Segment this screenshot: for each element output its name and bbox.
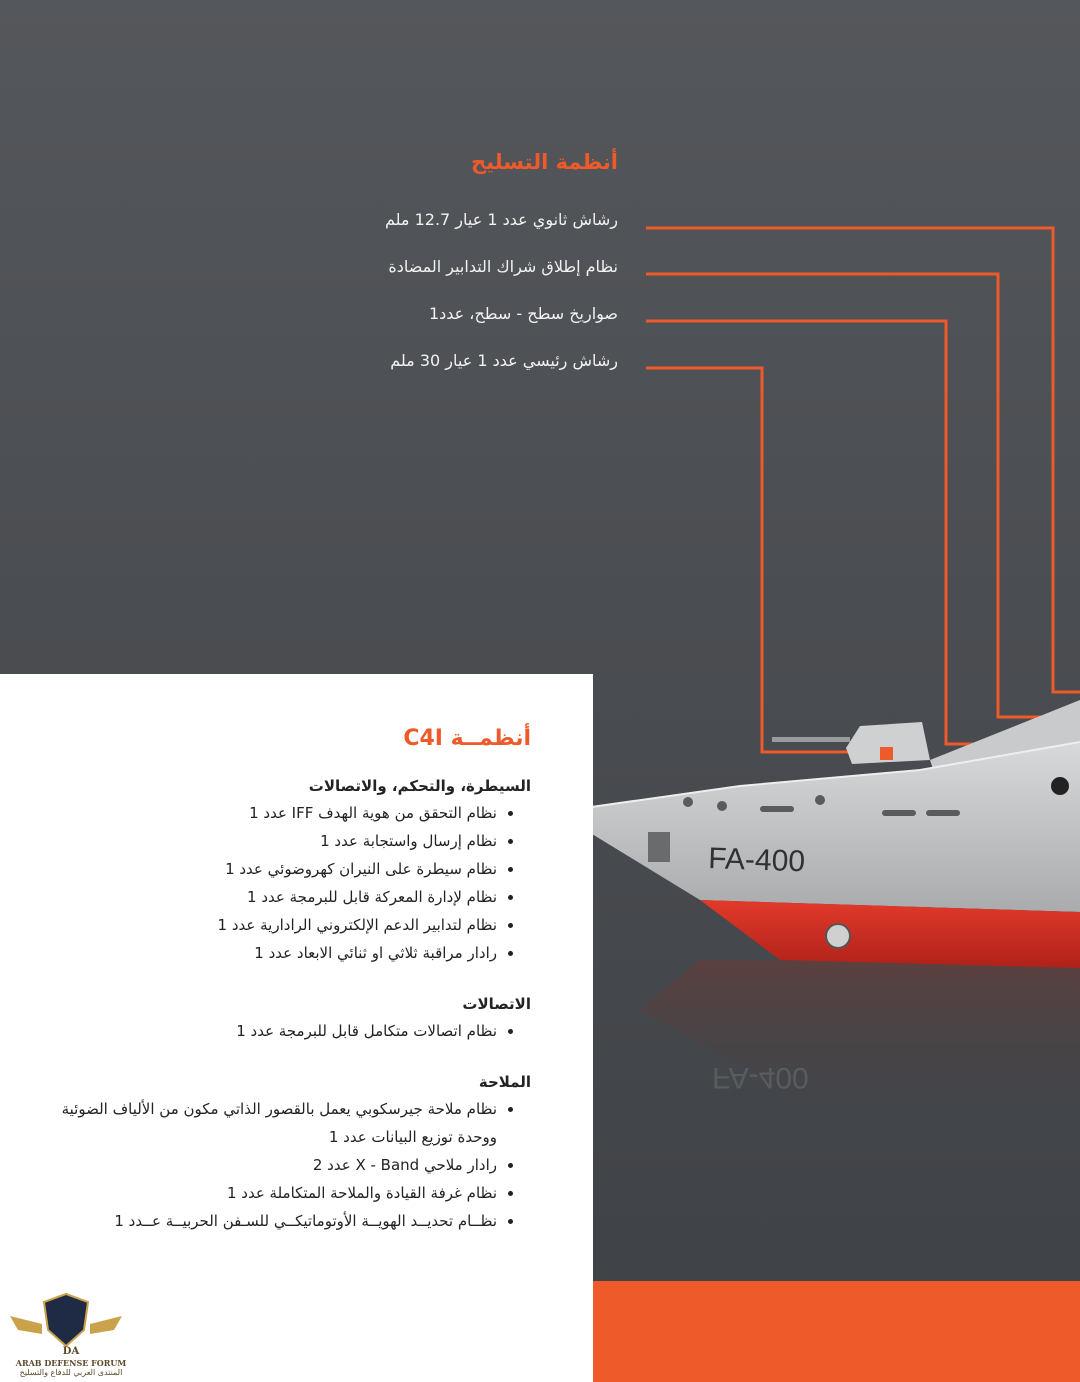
vent — [926, 810, 960, 816]
logo-name-ar: المنتدى العربي للدفاع والتسليح — [19, 1368, 123, 1377]
orange-band — [593, 1281, 1080, 1382]
section-heading-navigation: الملاحة — [478, 1073, 531, 1091]
c4i-content — [61, 726, 531, 1263]
list-item: • نظام إرسال واستجابة عدد 1 — [61, 827, 497, 855]
porthole — [815, 795, 825, 805]
logo-name-en: ARAB DEFENSE FORUM — [15, 1358, 127, 1368]
vent — [760, 806, 794, 812]
turret-marker — [880, 747, 893, 760]
list-item: • رادار مراقبة ثلاثي او ثنائي الابعاد عدد 1 — [61, 939, 497, 967]
logo-abbr: DA — [62, 1346, 80, 1357]
list-item: • نظام ملاحة جيرسكوبي يعمل بالقصور الذاتي مكون من الألياف الضوئية ووحدة توزيع البيانات عدد 1 — [61, 1095, 497, 1151]
hull-label: FA-400 — [707, 842, 806, 879]
porthole — [683, 797, 693, 807]
weapon-item-secondary-gun: رشاش ثانوي عدد 1 عيار 12.7 ملم — [384, 210, 618, 229]
list-item: • نظام لتدابير الدعم الإلكتروني الرادارية عدد 1 — [61, 911, 497, 939]
reflection-label: FA-400 — [712, 1061, 809, 1094]
list-item: • نظام التحقق من هوية الهدف IFF عدد 1 — [61, 799, 497, 827]
section-heading-communications: الاتصالات — [462, 995, 531, 1013]
ship-lower-hull — [700, 900, 1080, 968]
weapon-item-countermeasure-launcher: نظام إطلاق شراك التدابير المضادة — [388, 257, 618, 276]
ship-upper-hull — [556, 742, 1080, 912]
shield-wings-icon — [6, 1290, 126, 1352]
c4i-title: أنظمــة C4I — [403, 726, 531, 751]
list-item: • نظام سيطرة على النيران كهروضوئي عدد 1 — [61, 855, 497, 883]
thruster-icon — [826, 924, 850, 948]
list-item: • نظام لإدارة المعركة قابل للبرمجة عدد 1 — [61, 883, 497, 911]
list-item: • نظــام تحديــد الهويــة الأوتوماتيكــي للسـفن الحربيــة عــدد 1 — [61, 1207, 497, 1235]
weapons-title: أنظمة التسليح — [471, 150, 618, 174]
forum-logo — [6, 1290, 126, 1382]
list-item: • رادار ملاحي X - Band عدد 2 — [61, 1151, 497, 1179]
anchor-recess — [648, 832, 670, 862]
navigation-list — [61, 1095, 531, 1235]
porthole — [1051, 777, 1069, 795]
communications-list — [61, 1017, 531, 1045]
ship-reflection — [640, 960, 1080, 1130]
c3-list — [61, 799, 531, 967]
section-heading-c3: السيطرة، والتحكم، والاتصالات — [308, 777, 531, 795]
vent — [882, 810, 916, 816]
list-item: • نظام غرفة القيادة والملاحة المتكاملة عدد 1 — [61, 1179, 497, 1207]
gun-barrel — [772, 737, 850, 742]
weapon-item-main-gun: رشاش رئيسي عدد 1 عيار 30 ملم — [390, 351, 618, 370]
porthole — [717, 801, 727, 811]
c4i-panel — [0, 674, 593, 1382]
list-item: • نظام اتصالات متكامل قابل للبرمجة عدد 1 — [61, 1017, 497, 1045]
weapon-item-surface-missiles: صواريخ سطح - سطح، عدد1 — [428, 304, 618, 323]
